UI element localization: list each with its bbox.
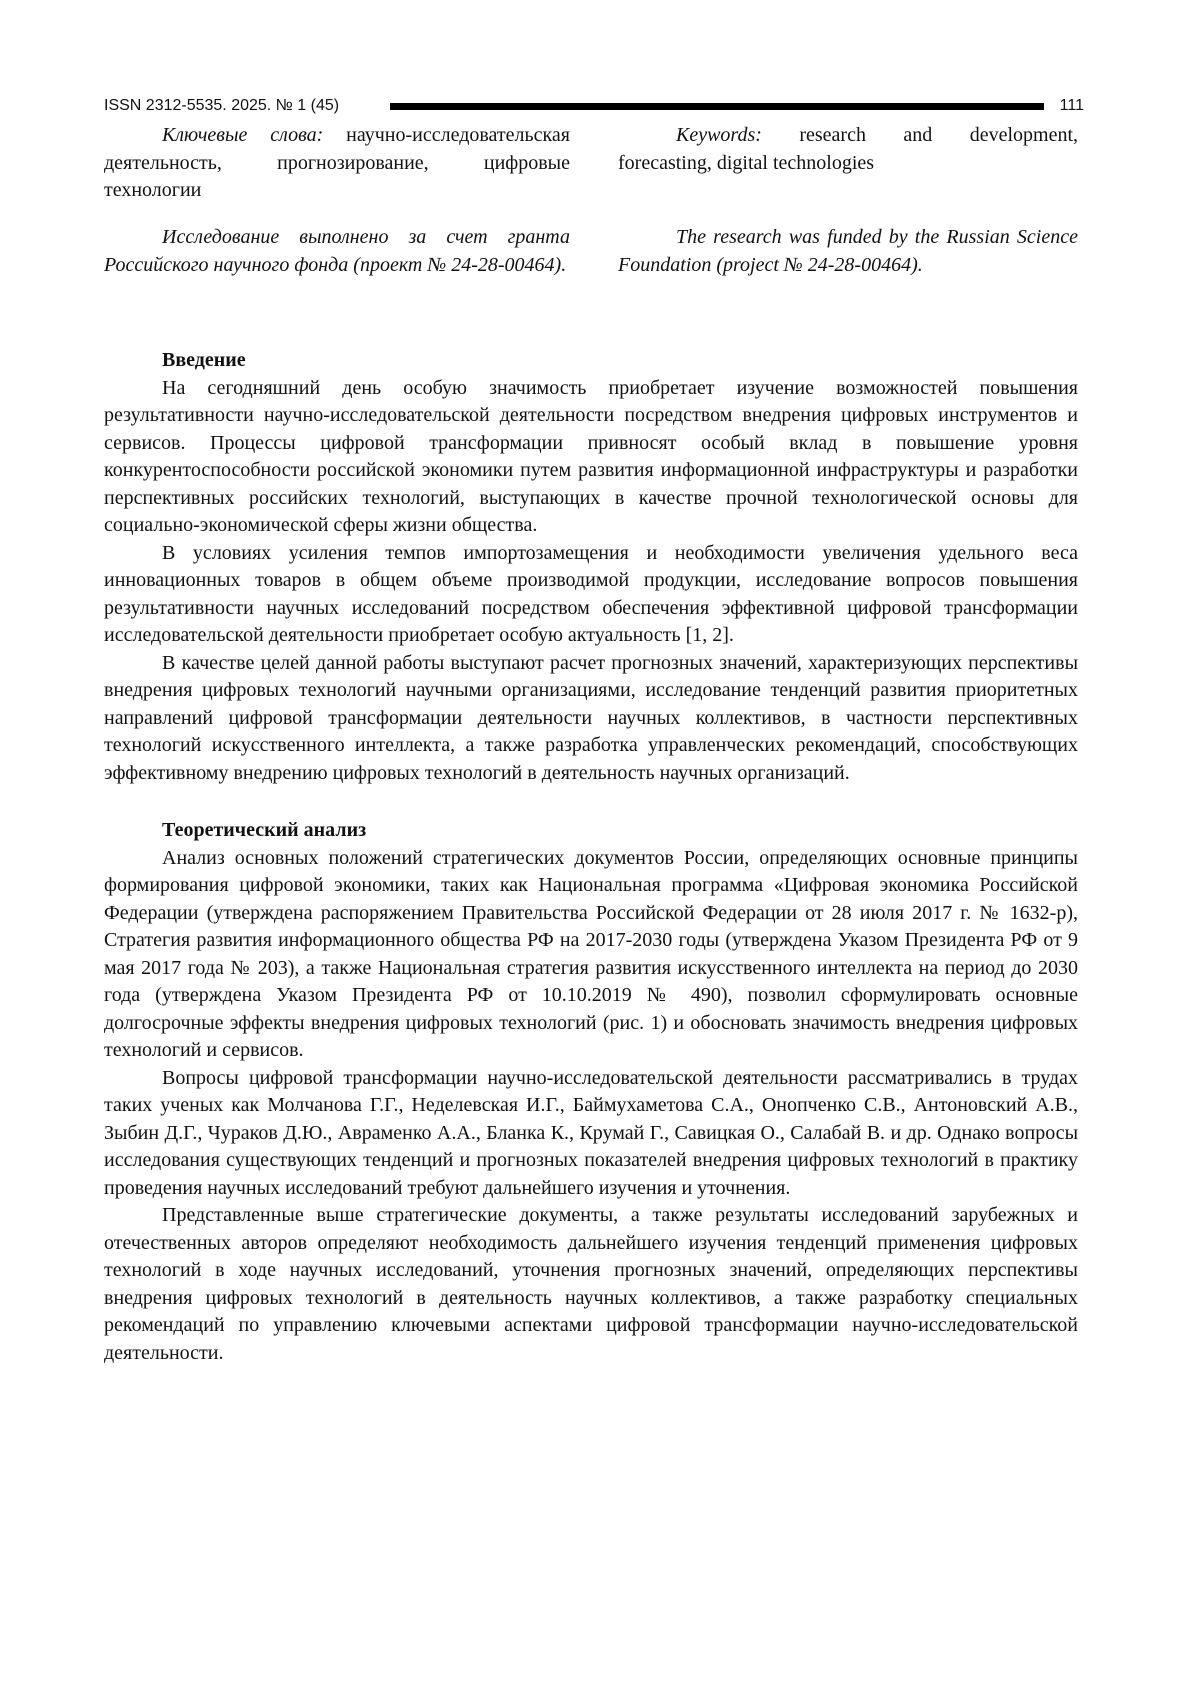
introduction-heading: Введение: [162, 349, 246, 371]
running-header: [104, 96, 1084, 120]
funding-en-text: The research was funded by the Russian Science Foundation (project № 24-28-00464).: [618, 226, 1078, 276]
section-gap: [104, 787, 1078, 817]
theory-paragraph-2: Вопросы цифровой трансформации научно-исследовательской деятельности рассматривались в трудах таких ученых как Молчанова Г.Г., Неделевская И.Г., Баймухаметова С.А., Онопченко С.В., Антоновский А.В., Зыбин Д.Г., Чураков Д.Ю., Авраменко А.А., Бланка К., Крумай Г., Савицкая О., Салабай В. и др. Однако вопросы исследования существующих тенденций и прогнозных показателей внедрения цифровых технологий в практику проведения научных исследований требуют дальнейшего изучения и уточнения.: [104, 1066, 1078, 1199]
issn-line: ISSN 2312-5535. 2025. № 1 (45): [104, 97, 340, 114]
keywords-ru-label: Ключевые слова:: [162, 124, 324, 146]
keywords-en-text: research and development, forecasting, digital technologies: [618, 124, 1079, 174]
page-number: 111: [1059, 97, 1084, 114]
funding-ru-text: Исследование выполнено за счет гранта Российского научного фонда (проект № 24-28-00464).: [104, 226, 570, 276]
keywords-ru-text: научно-исследовательская деятельность, прогнозирование, цифровые технологии: [104, 124, 570, 201]
keywords-en-label: Keywords:: [676, 124, 762, 146]
keywords-ru: [104, 122, 570, 205]
header-rule: [390, 103, 1044, 110]
theory-paragraph-3: Представленные выше стратегические документы, а также результаты исследований зарубежных и отечественных авторов определяют необходимость дальнейшего изучения тенденций применения цифровых технологий в ходе научных исследований, уточнения прогнозных значений, определяющих перспективы внедрения цифровых технологий в деятельность научных коллективов, а также разработку специальных рекомендаций по управлению ключевыми аспектами цифровой трансформации научно-исследовательской деятельности.: [104, 1204, 1078, 1364]
theory-paragraph-1: Анализ основных положений стратегических документов России, определяющих основные принципы формирования цифровой экономики, таких как Национальная программа «Цифровая экономика Российской Федерации (утверждена распоряжением Правительства Российской Федерации от 28 июля 2017 г. № 1632-р), Стратегия развития информационного общества РФ на 2017-2030 годы (утверждена Указом Президента РФ от 9 мая 2017 года № 203), а также Национальная стратегия развития искусственного интеллекта на период до 2030 года (утверждена Указом Президента РФ от 10.10.2019 № 490), позволил сформулировать основные долгосрочные эффекты внедрения цифровых технологий (рис. 1) и обосновать значимость внедрения цифровых технологий и сервисов.: [104, 846, 1078, 1061]
funding-en: [618, 224, 1078, 279]
theory-heading: Теоретический анализ: [162, 819, 367, 841]
keywords-en: [618, 122, 1078, 177]
intro-paragraph-2: В условиях усиления темпов импортозамещения и необходимости увеличения удельного веса инновационных товаров в общем объеме производимой продукции, исследование вопросов повышения результативности научных исследований посредством обеспечения эффективной цифровой трансформации исследовательской деятельности приобретает особую актуальность [1, 2].: [104, 541, 1078, 646]
article-body: [104, 347, 1078, 1367]
funding-ru: [104, 224, 570, 279]
intro-paragraph-1: На сегодняшний день особую значимость приобретает изучение возможностей повышения результативности научно-исследовательской деятельности посредством внедрения цифровых инструментов и сервисов. Процессы цифровой трансформации привносят особый вклад в повышение уровня конкурентоспособности российской экономики путем развития информационной инфраструктуры и разработки перспективных российских технологий, выступающих в качестве прочной технологической основы для социально-экономической сферы жизни общества.: [104, 376, 1078, 536]
intro-paragraph-3: В качестве целей данной работы выступают расчет прогнозных значений, характеризующих перспективы внедрения цифровых технологий научными организациями, исследование тенденций развития приоритетных направлений цифровой трансформации деятельности научных коллективов, в частности перспективных технологий искусственного интеллекта, а также разработка управленческих рекомендаций, способствующих эффективному внедрению цифровых технологий в деятельность научных организаций.: [104, 651, 1078, 784]
